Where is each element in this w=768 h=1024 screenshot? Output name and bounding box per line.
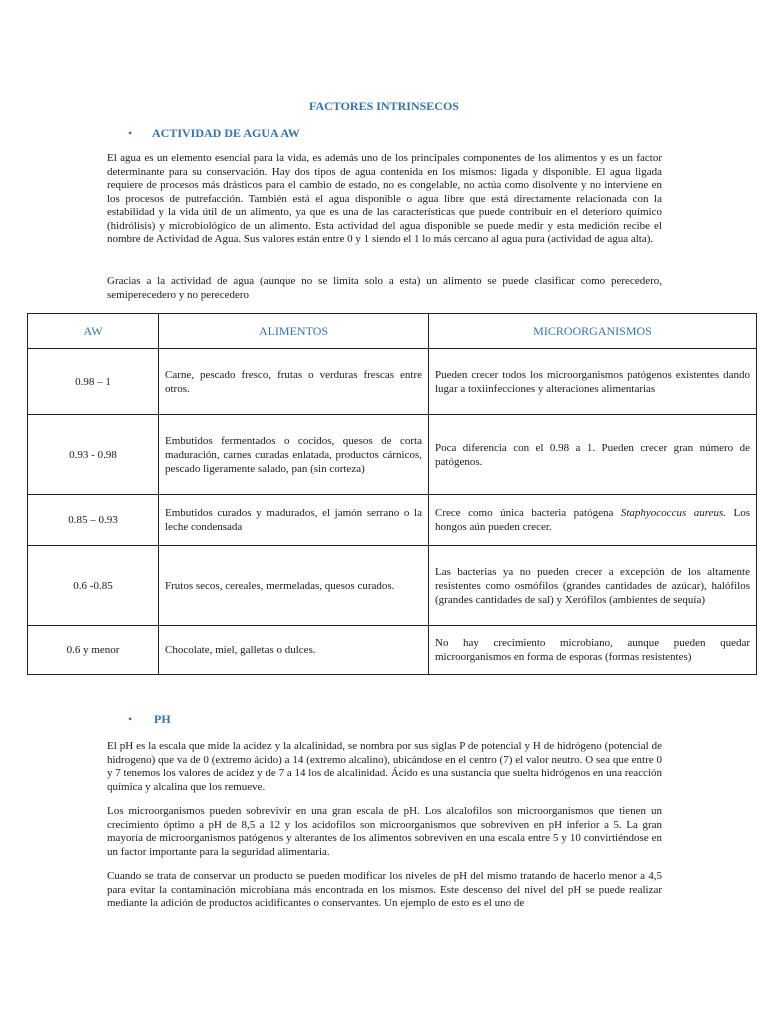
section-heading-ph: PH xyxy=(154,712,171,726)
table-cell-aw: 0.6 y menor xyxy=(28,626,159,675)
page-title: FACTORES INTRINSECOS xyxy=(309,99,459,113)
paragraph-ph-definition: El pH es la escala que mide la acidez y la alcalinidad, se nombra por sus siglas P de potencial y H de hidrógeno (potencial de hidrogeno) que va de 0 (extremo ácido) a 14 (extremo alcalino), ubicándose en el centro (7) el valor neutro. O sea que entre 0 y 7 tenemos los valores de acidez y de 7 a 14 los de alcalinidad. Ácido es una sustancia que suelta hidrógenos en una reacción química y alcalina que los remueve. xyxy=(107,740,662,793)
table-cell-alimentos: Embutidos curados y madurados, el jamón serrano o la leche condensada xyxy=(159,495,429,546)
bullet-icon: • xyxy=(128,712,133,726)
micro-text-pre: Crece como única bacteria patógena xyxy=(435,507,621,519)
table-cell-microorganismos xyxy=(429,495,757,546)
paragraph-aw-classification: Gracias a la actividad de agua (aunque no se limita solo a esta) un alimento se puede clasificar como perecedero, semiperecedero y no perecedero xyxy=(107,275,662,301)
paragraph-ph-microorganisms: Los microorganismos pueden sobrevivir en una gran escala de pH. Los alcalofilos son microorganismos que tienen un crecimiento óptimo a pH de 8,5 a 12 y los acidofilos son microorganismos que sobreviven en pH inferior a 5. La gran mayoría de microorganismos patógenos y alterantes de los alimentos sobreviven en una escala entre 5 y 10 convirtiéndose en un factor importante para la seguridad alimentaria. xyxy=(107,805,662,858)
table-row xyxy=(28,495,757,546)
table-cell-aw: 0.6 -0.85 xyxy=(28,546,159,626)
table-header-microorganismos: MICROORGANISMOS xyxy=(429,314,757,349)
table-row xyxy=(28,626,757,675)
table-cell-alimentos: Carne, pescado fresco, frutas o verduras frescas entre otros. xyxy=(159,349,429,415)
table-header-aw: AW xyxy=(28,314,159,349)
section-heading-aw: ACTIVIDAD DE AGUA AW xyxy=(152,126,300,140)
table-cell-aw: 0.98 – 1 xyxy=(28,349,159,415)
table-cell-microorganismos: Las bacterias ya no pueden crecer a excepción de los altamente resistentes como osmófilos (grandes cantidades de azúcar), halófilos (grandes cantidades de sal) y Xerófilos (ambientes de sequía) xyxy=(429,546,757,626)
table-cell-alimentos: Embutidos fermentados o cocidos, quesos de corta maduración, carnes curadas enlatada, productos cárnicos, pescado ligeramente salado, pan (sin corteza) xyxy=(159,415,429,495)
table-cell-aw: 0.93 - 0.98 xyxy=(28,415,159,495)
table-header-alimentos: ALIMENTOS xyxy=(159,314,429,349)
paragraph-aw-intro: El agua es un elemento esencial para la vida, es además uno de los principales componentes de los alimentos y es un factor determinante para su conservación. Hay dos tipos de agua contenida en los mismos: ligada y disponible. El agua ligada requiere de procesos más drásticos para el cambio de estado, no es congelable, no actúa como disolvente y no interviene en los procesos de putrefacción. También está el agua disponible o agua libre que está directamente relacionada con la estabilidad y la vida útil de un alimento, ya que es una de las características que puede contribuir en el deterioro químico (hidrólisis) y microbiológico de un alimento. Esta actividad del agua disponible se puede medir y esta medición recibe el nombre de Actividad de Agua. Sus valores están entre 0 y 1 siendo el 1 lo más cercano al agua pura (actividad de agua alta). xyxy=(107,152,662,245)
table-row xyxy=(28,415,757,495)
table-cell-alimentos: Frutos secos, cereales, mermeladas, quesos curados. xyxy=(159,546,429,626)
table-cell-alimentos: Chocolate, miel, galletas o dulces. xyxy=(159,626,429,675)
table-row xyxy=(28,349,757,415)
table-header-row xyxy=(28,314,757,349)
bullet-icon: • xyxy=(128,126,133,140)
table-row xyxy=(28,546,757,626)
table-cell-microorganismos: Pueden crecer todos los microorganismos patógenos existentes dando lugar a toxiinfecciones y alteraciones alimentarias xyxy=(429,349,757,415)
micro-text-post: Los hongos aún pueden crecer. xyxy=(435,507,751,533)
bacteria-name: Staphyococcus aureus. xyxy=(620,507,727,519)
table-cell-aw: 0.85 – 0.93 xyxy=(28,495,159,546)
aw-table xyxy=(27,313,757,675)
table-cell-microorganismos: Poca diferencia con el 0.98 a 1. Pueden crecer gran número de patógenos. xyxy=(429,415,757,495)
paragraph-ph-conservation: Cuando se trata de conservar un producto se pueden modificar los niveles de pH del mismo tratando de hacerlo menor a 4,5 para evitar la contaminación microbiana más encontrada en los mismos. Este descenso del nivel del pH se puede realizar mediante la adición de productos acidificantes o conservantes. Un ejemplo de esto es el uno de xyxy=(107,870,662,909)
table-cell-microorganismos: No hay crecimiento microbiano, aunque pueden quedar microorganismos en forma de esporas (formas resistentes) xyxy=(429,626,757,675)
